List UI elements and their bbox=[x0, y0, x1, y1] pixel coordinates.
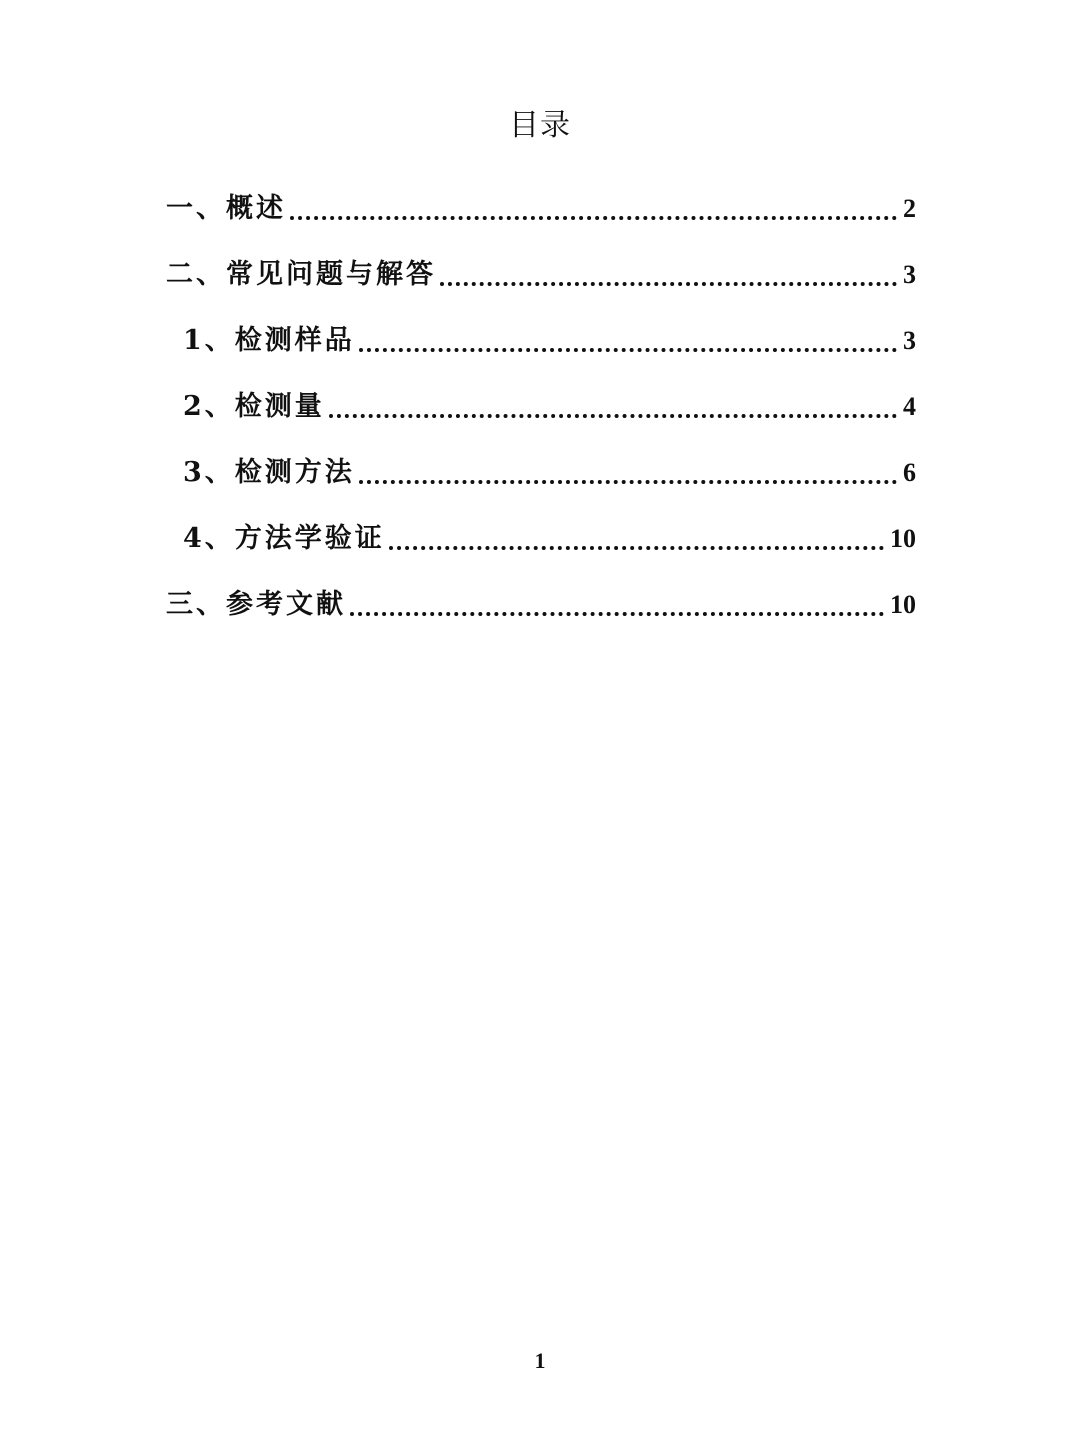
toc-entry-page: 6 bbox=[903, 458, 916, 487]
toc-entry-samples[interactable] bbox=[166, 297, 916, 363]
dot-leader bbox=[290, 216, 897, 220]
toc-entry-page: 4 bbox=[903, 392, 916, 421]
toc-entry-label: 一、概述 bbox=[166, 193, 286, 224]
toc-entry-page: 2 bbox=[903, 194, 916, 223]
toc-entry-label: 3、检测方法 bbox=[183, 457, 355, 488]
table-of-contents bbox=[166, 165, 916, 627]
dot-leader bbox=[440, 282, 897, 286]
dot-leader bbox=[359, 348, 897, 352]
toc-entry-label: 二、常见问题与解答 bbox=[166, 259, 436, 290]
dot-leader bbox=[329, 414, 897, 418]
dot-leader bbox=[350, 612, 884, 616]
toc-entry-label: 三、参考文献 bbox=[166, 589, 346, 620]
toc-entry-references[interactable] bbox=[166, 561, 916, 627]
toc-entry-page: 10 bbox=[890, 590, 916, 619]
dot-leader bbox=[389, 546, 884, 550]
toc-title: 目录 bbox=[509, 108, 571, 143]
toc-entry-page: 3 bbox=[903, 326, 916, 355]
toc-entry-quantity[interactable] bbox=[166, 363, 916, 429]
toc-entry-label: 2、检测量 bbox=[183, 391, 325, 422]
toc-entry-label: 4、方法学验证 bbox=[183, 523, 385, 554]
toc-entry-validation[interactable] bbox=[166, 495, 916, 561]
toc-entry-methods[interactable] bbox=[166, 429, 916, 495]
toc-entry-overview[interactable] bbox=[166, 165, 916, 231]
toc-entry-page: 10 bbox=[890, 524, 916, 553]
toc-entry-label: 1、检测样品 bbox=[183, 325, 355, 356]
toc-entry-faq[interactable] bbox=[166, 231, 916, 297]
toc-entry-page: 3 bbox=[903, 260, 916, 289]
page-number: 1 bbox=[534, 1348, 546, 1373]
dot-leader bbox=[359, 480, 897, 484]
